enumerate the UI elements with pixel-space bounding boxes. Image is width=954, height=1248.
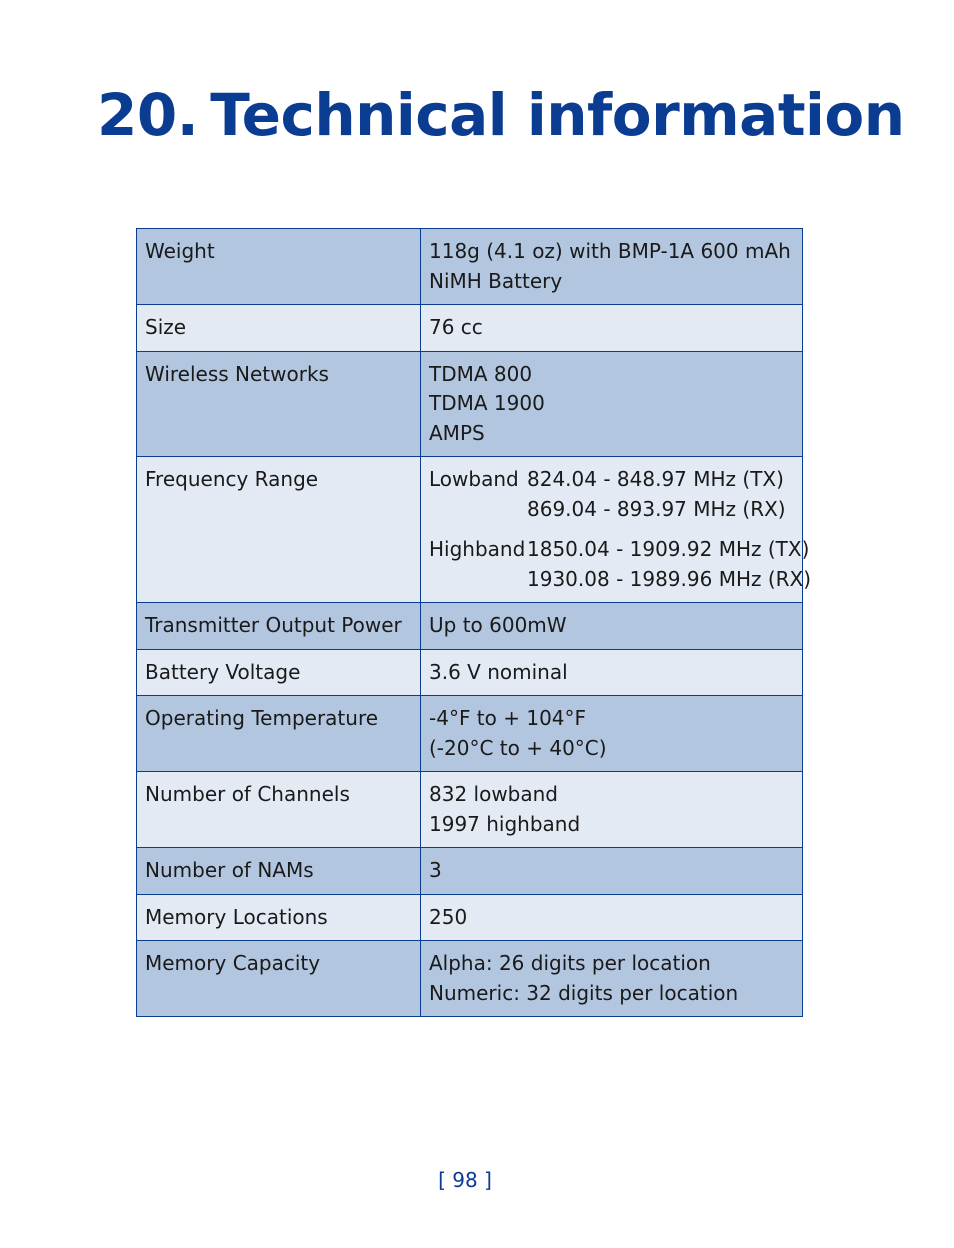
spec-label: Weight bbox=[137, 229, 421, 305]
spec-value-line: TDMA 1900 bbox=[429, 391, 545, 415]
spec-value-line: 3 bbox=[429, 858, 442, 882]
spec-value bbox=[421, 894, 803, 941]
spec-value bbox=[421, 941, 803, 1017]
band-range: 1930.08 - 1989.96 MHz (RX) bbox=[527, 566, 812, 591]
spec-row-memory-capacity bbox=[137, 941, 803, 1017]
spec-value-line: 250 bbox=[429, 904, 468, 929]
spec-value bbox=[421, 229, 803, 305]
spec-value-line: (-20°C to + 40°C) bbox=[429, 735, 607, 760]
spec-value-line: AMPS bbox=[429, 420, 485, 445]
spec-row-battery-voltage bbox=[137, 649, 803, 696]
spec-value bbox=[421, 603, 803, 650]
spec-row-transmitter-output-power bbox=[137, 603, 803, 650]
spec-label: Memory Locations bbox=[137, 894, 421, 941]
spec-value bbox=[421, 772, 803, 848]
spec-value-line: 832 lowband bbox=[429, 782, 559, 806]
spec-label: Operating Temperature bbox=[137, 696, 421, 772]
spec-row-number-of-nams bbox=[137, 848, 803, 895]
spec-value-line: 76 cc bbox=[429, 315, 483, 339]
spec-value-line: 1997 highband bbox=[429, 811, 581, 836]
chapter-number: 20. bbox=[97, 81, 199, 149]
spec-label: Number of Channels bbox=[137, 772, 421, 848]
spec-row-memory-locations bbox=[137, 894, 803, 941]
spec-value bbox=[421, 649, 803, 696]
chapter-title-text: Technical information bbox=[210, 81, 905, 149]
spec-label: Wireless Networks bbox=[137, 351, 421, 457]
band-range: 1850.04 - 1909.92 MHz (TX) bbox=[527, 537, 810, 561]
spec-row-wireless-networks bbox=[137, 351, 803, 457]
spec-value-line: TDMA 800 bbox=[429, 361, 533, 386]
spec-value bbox=[421, 848, 803, 895]
spec-value-line: Up to 600mW bbox=[429, 613, 567, 637]
spec-label: Memory Capacity bbox=[137, 941, 421, 1017]
band-range: 824.04 - 848.97 MHz (TX) bbox=[527, 467, 784, 491]
spec-value-line: Numeric: 32 digits per location bbox=[429, 980, 739, 1005]
spec-value-line: 118g (4.1 oz) with BMP-1A 600 mAh bbox=[429, 239, 791, 263]
spec-row-weight bbox=[137, 229, 803, 305]
spec-value-line: Alpha: 26 digits per location bbox=[429, 951, 711, 975]
spec-value bbox=[421, 305, 803, 352]
spec-value bbox=[421, 457, 812, 603]
frequency-band-lowband bbox=[429, 465, 794, 524]
spec-label: Battery Voltage bbox=[137, 649, 421, 696]
spec-label: Size bbox=[137, 305, 421, 352]
technical-specs-table bbox=[136, 228, 812, 1017]
spec-value bbox=[421, 696, 803, 772]
spec-value-line: NiMH Battery bbox=[429, 268, 563, 293]
spec-row-number-of-channels bbox=[137, 772, 803, 848]
spec-label: Number of NAMs bbox=[137, 848, 421, 895]
page-number: [ 98 ] bbox=[438, 1168, 492, 1192]
spec-value bbox=[421, 351, 803, 457]
spec-value-line: 3.6 V nominal bbox=[429, 659, 568, 684]
band-name: Highband bbox=[429, 537, 526, 561]
spec-value-line: -4°F to + 104°F bbox=[429, 706, 587, 730]
chapter-title bbox=[97, 82, 905, 149]
spec-row-operating-temperature bbox=[137, 696, 803, 772]
band-range: 869.04 - 893.97 MHz (RX) bbox=[527, 496, 786, 521]
spec-row-frequency-range bbox=[137, 457, 803, 603]
frequency-band-highband bbox=[429, 535, 812, 594]
band-name: Lowband bbox=[429, 467, 519, 491]
spec-row-size bbox=[137, 305, 803, 352]
spec-label: Frequency Range bbox=[137, 457, 421, 603]
spec-label: Transmitter Output Power bbox=[137, 603, 421, 650]
